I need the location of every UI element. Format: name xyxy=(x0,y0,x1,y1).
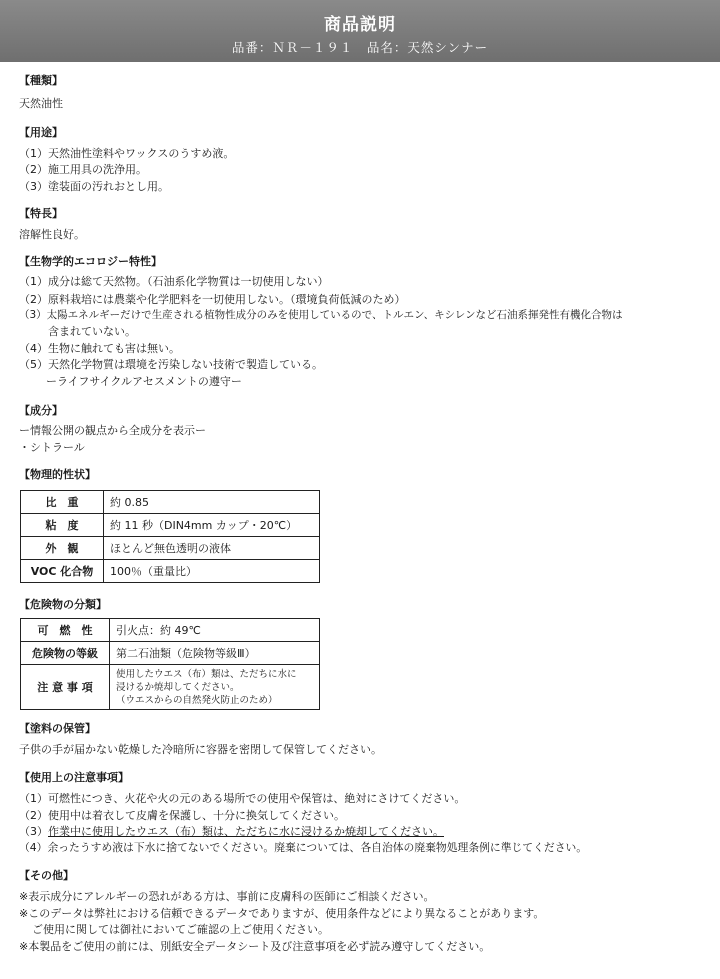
other-note-continuation: ご使用に関しては御社においてご確認の上ご使用ください。 xyxy=(32,923,329,936)
precaution-item: （4）余ったうすめ液は下水に捨てないでください。廃棄については、各自治体の廃棄物処理条例に準じてください。 xyxy=(19,841,588,854)
components-heading: 【成分】 xyxy=(19,404,63,417)
storage-value: 子供の手が届かない乾燥した冷暗所に容器を密閉して保管してください。 xyxy=(19,743,382,756)
table-label: 可 燃 性 xyxy=(21,619,110,642)
storage-heading: 【塗料の保管】 xyxy=(19,722,96,735)
ecology-item: （4）生物に触れても害は無い。 xyxy=(19,342,180,355)
usage-item: （2）施工用具の洗浄用。 xyxy=(19,163,147,176)
other-heading: 【その他】 xyxy=(19,869,74,882)
ecology-note: ーライフサイクルアセスメントの遵守ー xyxy=(46,375,242,388)
precaution-item: （2）使用中は着衣して皮膚を保護し、十分に換気してください。 xyxy=(19,809,345,822)
features-value: 溶解性良好。 xyxy=(19,228,85,241)
other-note: ※このデータは弊社における信頼できるデータでありますが、使用条件などにより異なることがあります。 xyxy=(19,907,545,920)
table-row xyxy=(21,491,320,514)
features-heading: 【特長】 xyxy=(19,207,63,220)
table-label: VOC 化合物 xyxy=(21,560,104,583)
table-label: 注 意 事 項 xyxy=(21,665,110,710)
ecology-item: （5）天然化学物質は環境を汚染しない技術で製造している。 xyxy=(19,358,323,371)
precaution-item xyxy=(19,823,444,839)
table-row xyxy=(21,514,320,537)
ecology-item: （2）原料栽培には農薬や化学肥料を一切使用しない。（環境負荷低減のため） xyxy=(19,293,406,306)
product-subtitle: 品番：ＮＲ－１９１ 品名：天然シンナー xyxy=(231,40,489,55)
physical-properties-table xyxy=(20,490,320,583)
document-header xyxy=(0,0,720,62)
ecology-item: （3）太陽エネルギーだけで生産される植物性成分のみを使用しているので、トルエン、キシレンなど石油系揮発性有機化合物は xyxy=(19,309,623,321)
caution-line: 浸けるか焼却してください。 xyxy=(116,681,240,693)
table-row xyxy=(21,642,320,665)
table-row xyxy=(21,665,320,710)
table-label: 危険物の等級 xyxy=(21,642,110,665)
table-label: 外 観 xyxy=(21,537,104,560)
ecology-item-continuation: 含まれていない。 xyxy=(48,325,136,338)
usage-heading: 【用途】 xyxy=(19,126,63,139)
other-note: ※本製品をご使用の前には、別紙安全データシート及び注意事項を必ず読み遵守してください。 xyxy=(19,940,491,953)
page-title: 商品説明 xyxy=(324,15,396,35)
precaution-underlined-text: 作業中に使用したウエス（布）類は、ただちに水に浸けるか焼却してください。 xyxy=(48,825,444,838)
ecology-item: （1）成分は総て天然物。（石油系化学物質は一切使用しない） xyxy=(19,275,329,288)
usage-item: （3）塗装面の汚れおとし用。 xyxy=(19,180,169,193)
usage-item: （1）天然油性塗料やワックスのうすめ液。 xyxy=(19,147,235,160)
table-row xyxy=(21,560,320,583)
hazard-heading: 【危険物の分類】 xyxy=(19,598,107,611)
ecology-heading: 【生物学的エコロジー特性】 xyxy=(19,255,162,268)
components-note: ー情報公開の観点から全成分を表示ー xyxy=(19,424,206,437)
components-item: ・シトラール xyxy=(19,441,85,454)
type-heading: 【種類】 xyxy=(19,74,63,87)
table-value-multiline xyxy=(110,665,320,710)
caution-line: 使用したウエス（布）類は、ただちに水に xyxy=(116,668,297,680)
table-row xyxy=(21,619,320,642)
precaution-item: （1）可燃性につき、火花や火の元のある場所での使用や保管は、絶対にさけてください。 xyxy=(19,792,466,805)
table-value: 100％（重量比） xyxy=(104,560,320,583)
table-value: 約 11 秒（DIN4mm カップ・20℃） xyxy=(104,514,320,537)
table-row xyxy=(21,537,320,560)
table-value: ほとんど無色透明の液体 xyxy=(104,537,320,560)
type-value: 天然油性 xyxy=(19,97,63,110)
physical-heading: 【物理的性状】 xyxy=(19,468,96,481)
precaution-number: （3） xyxy=(19,825,48,838)
precautions-heading: 【使用上の注意事項】 xyxy=(19,771,129,784)
hazard-classification-table xyxy=(20,618,320,710)
caution-line: （ウエスからの自然発火防止のため） xyxy=(116,694,278,706)
table-value: 引火点：約 49℃ xyxy=(110,619,320,642)
other-note: ※表示成分にアレルギーの恐れがある方は、事前に皮膚科の医師にご相談ください。 xyxy=(19,890,435,903)
table-label: 比 重 xyxy=(21,491,104,514)
table-value: 約 0.85 xyxy=(104,491,320,514)
table-label: 粘 度 xyxy=(21,514,104,537)
table-value: 第二石油類（危険物等級Ⅲ） xyxy=(110,642,320,665)
